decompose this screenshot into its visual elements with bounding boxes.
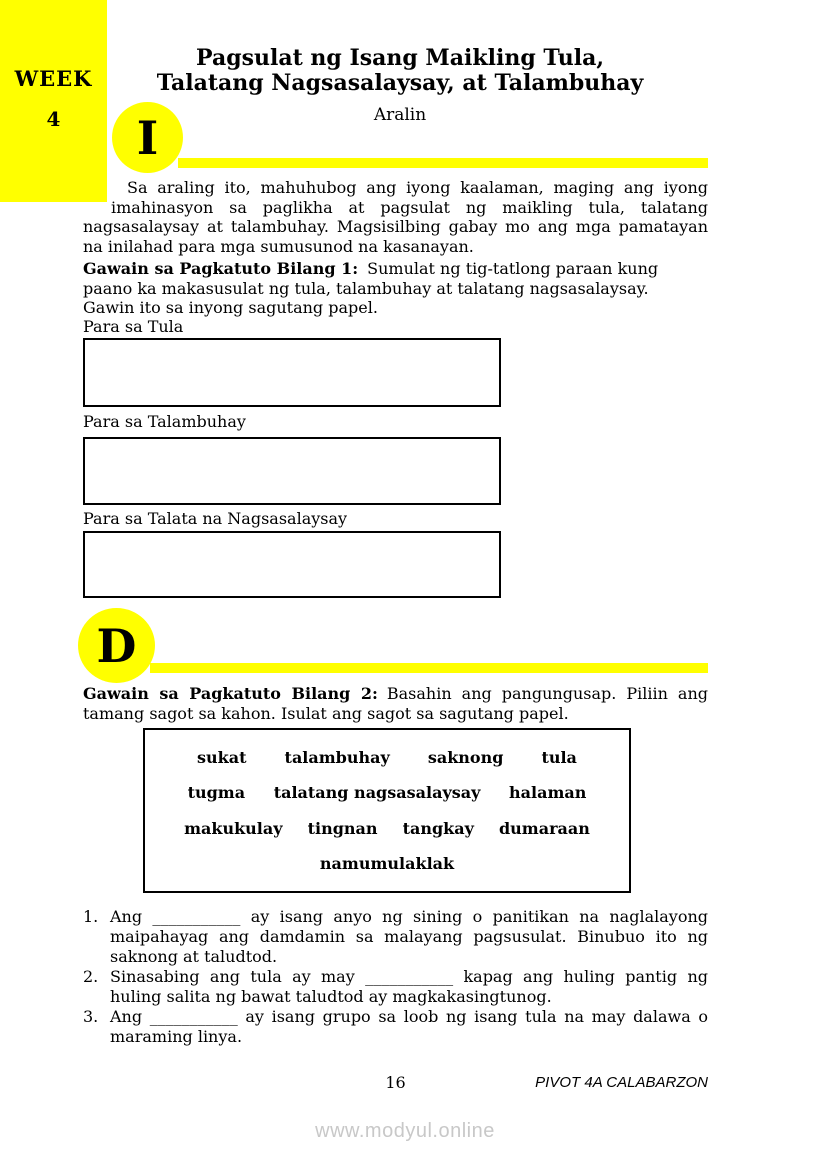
- word-bank-row: [159, 854, 615, 873]
- question-line: maipahayag ang damdamin sa malayang pagsusulat. Binubuo ito ng: [110, 927, 708, 946]
- gawain2-line: [83, 684, 708, 704]
- question-number: 1.: [83, 907, 99, 926]
- question-line: saknong at taludtod.: [110, 947, 278, 966]
- word-bank-word: sukat: [197, 748, 247, 768]
- section-d-badge: [78, 608, 155, 683]
- word-bank-row: [159, 783, 615, 802]
- intro-line: nagsasalaysay at talambuhay. Magsisilbing gabay mo ang mga pamatayan: [83, 217, 708, 236]
- section-letter-d: D: [96, 618, 137, 673]
- word-bank-word: saknong: [427, 748, 504, 768]
- week-number: 4: [46, 107, 61, 131]
- question-item: [83, 1007, 708, 1047]
- answer-box-tula: [83, 338, 501, 407]
- subtitle: Aralin: [373, 105, 427, 125]
- gawain2-line: tamang sagot sa kahon. Isulat ang sagot sa sagutang papel.: [83, 703, 569, 723]
- questions-list: [83, 907, 708, 1047]
- question-item: [83, 967, 708, 1007]
- question-line: 1. Ang ___________ ay isang anyo ng sining o panitikan na naglalayong: [83, 907, 708, 926]
- section-i-badge: [112, 102, 183, 173]
- answer-label-tula: Para sa Tula: [83, 317, 184, 336]
- answer-label-talata: Para sa Talata na Nagsasalaysay: [83, 509, 348, 528]
- word-bank-row: [159, 819, 615, 838]
- word-bank-word: talatang nagsasalaysay: [273, 783, 481, 803]
- brand-footer: PIVOT 4A CALABARZON: [535, 1074, 708, 1091]
- word-bank-row: [159, 748, 615, 767]
- word-bank-word: tula: [541, 748, 577, 768]
- question-line: 2. Sinasabing ang tula ay may ___________ kapag ang huling pantig ng: [83, 967, 708, 986]
- gawain1-line: paano ka makasusulat ng tula, talambuhay at talatang nagsasalaysay.: [83, 278, 649, 298]
- gawain1-heading: [83, 259, 708, 318]
- word-bank-word: tingnan: [307, 818, 378, 838]
- word-bank-word: namumulaklak: [319, 853, 455, 873]
- question-number: 2.: [83, 967, 99, 986]
- question-line: huling salita ng bawat taludtod ay magkakasingtunog.: [110, 987, 552, 1006]
- watermark: www.modyul.online: [315, 1120, 495, 1142]
- section-letter-i: I: [136, 110, 159, 165]
- word-bank-word: makukulay: [184, 818, 283, 838]
- word-bank-word: talambuhay: [284, 748, 390, 768]
- word-bank-word: dumaraan: [498, 818, 590, 838]
- gawain1-line: [83, 259, 708, 279]
- intro-line: imahinasyon sa paglikha at pagsulat ng maikling tula, talatang: [111, 197, 708, 217]
- word-bank-word: halaman: [509, 783, 587, 803]
- section-divider-i: [178, 158, 708, 168]
- gawain2-label: Gawain sa Pagkatuto Bilang 2:: [83, 684, 378, 703]
- title-line-2: Talatang Nagsasalaysay, at Talambuhay: [156, 70, 644, 96]
- answer-label-talambuhay: Para sa Talambuhay: [83, 412, 246, 431]
- gawain2-heading: [83, 684, 708, 723]
- gawain2-instruction: Basahin ang pangungusap. Piliin ang: [386, 684, 708, 703]
- question-line: 3. Ang ___________ ay isang grupo sa loob ng isang tula na may dalawa o: [83, 1007, 708, 1026]
- intro-line: na inilahad para mga sumusunod na kasanayan.: [83, 236, 474, 256]
- question-number: 3.: [83, 1007, 99, 1026]
- gawain1-line: Gawin ito sa inyong sagutang papel.: [83, 298, 378, 317]
- week-label: WEEK: [14, 66, 93, 91]
- gawain1-label: Gawain sa Pagkatuto Bilang 1:: [83, 259, 359, 278]
- answer-box-talata: [83, 531, 501, 598]
- intro-line: Sa araling ito, mahuhubog ang iyong kaalaman, maging ang iyong: [127, 178, 708, 197]
- title-line-1: Pagsulat ng Isang Maikling Tula,: [196, 45, 604, 71]
- section-divider-d: [150, 663, 708, 673]
- intro-paragraph: [83, 178, 708, 256]
- question-item: [83, 907, 708, 967]
- page-number: 16: [385, 1073, 406, 1092]
- word-bank-word: tangkay: [402, 818, 474, 838]
- word-bank-word: tugma: [187, 783, 246, 803]
- question-line: maraming linya.: [110, 1027, 243, 1046]
- answer-box-talambuhay: [83, 437, 501, 505]
- word-bank: [143, 728, 631, 893]
- gawain1-instruction: Sumulat ng tig-tatlong paraan kung: [367, 259, 659, 278]
